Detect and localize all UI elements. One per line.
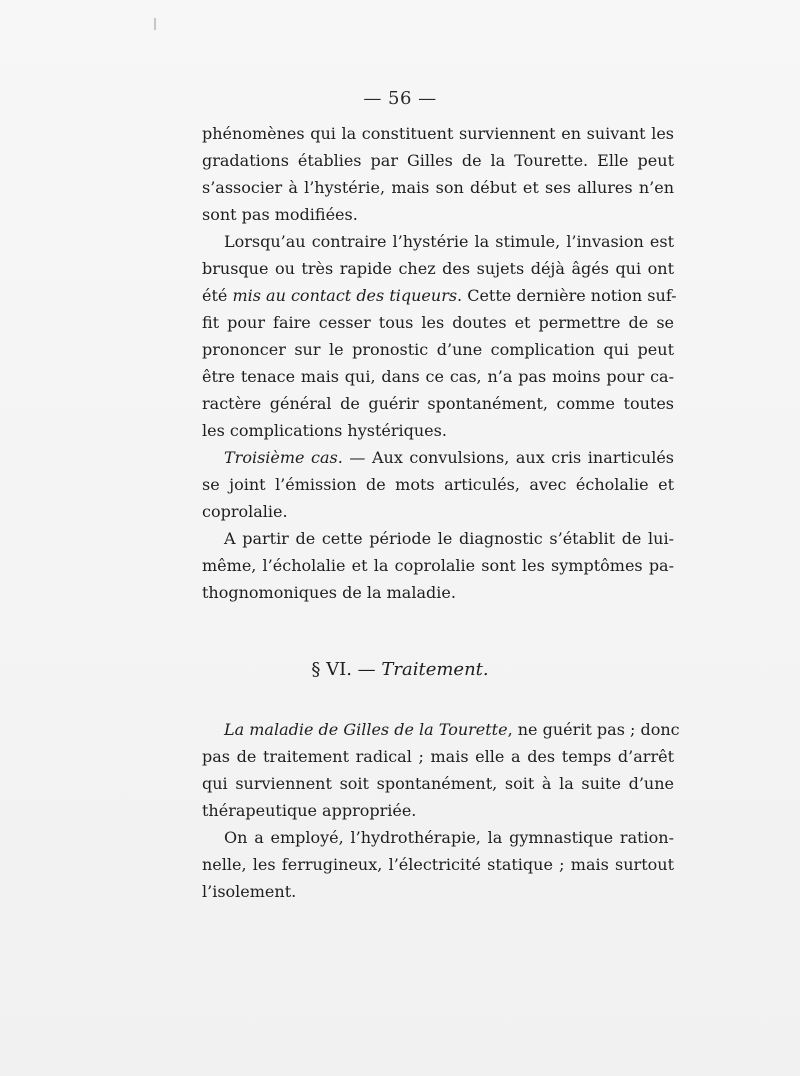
paragraph-line [202, 282, 677, 309]
emphasis-text: La maladie de Gilles de la Tourette [224, 720, 508, 739]
paragraph-line: phénomènes qui la constituent surviennent en suivant les [202, 124, 674, 143]
paragraph-line: A partir de cette période le diagnostic s’établit de lui- [224, 529, 674, 548]
paragraph-text: . Cette dernière notion suf- [457, 286, 677, 305]
paragraph-line: sont pas modifiées. [202, 205, 358, 224]
paragraph-text: été [202, 286, 233, 305]
paragraph-6 [202, 824, 674, 905]
paragraph-line: les complications hystériques. [202, 421, 447, 440]
paragraph-line: l’isolement. [202, 882, 297, 901]
paragraph-line [202, 716, 680, 743]
page-number: — 56 — [363, 88, 437, 109]
paragraph-text: — Aux convulsions, aux cris inarticulés [342, 448, 675, 467]
section-heading [0, 659, 800, 680]
page-mark [154, 18, 156, 30]
paragraph-line: brusque ou très rapide chez des sujets déjà âgés qui ont [202, 259, 674, 278]
paragraph-line [202, 444, 674, 471]
paragraph-2 [202, 228, 677, 444]
paragraph-text: , ne guérit pas ; donc [507, 720, 680, 739]
paragraph-5 [202, 716, 680, 824]
emphasis-text: mis au contact des tiqueurs [232, 286, 458, 305]
paragraph-line: se joint l’émission de mots articulés, avec écholalie et [202, 475, 674, 494]
paragraph-line: être tenace mais qui, dans ce cas, n’a pas moins pour ca- [202, 367, 674, 386]
case-label: Troisième cas. [224, 448, 343, 467]
paragraph-line: Lorsqu’au contraire l’hystérie la stimule, l’invasion est [224, 232, 674, 251]
paragraph-line: prononcer sur le pronostic d’une complication qui peut [202, 340, 674, 359]
paragraph-4 [202, 525, 674, 606]
paragraph-line: gradations établies par Gilles de la Tourette. Elle peut [202, 151, 674, 170]
paragraph-line: s’associer à l’hystérie, mais son début et ses allures n’en [202, 178, 674, 197]
paragraph-line: pas de traitement radical ; mais elle a des temps d’arrêt [202, 747, 674, 766]
paragraph-line: qui surviennent soit spontanément, soit à la suite d’une [202, 774, 674, 793]
paragraph-line: même, l’écholalie et la coprolalie sont les symptômes pa- [202, 556, 674, 575]
section-prefix: § VI. — [311, 659, 382, 680]
paragraph-line: thognomoniques de la maladie. [202, 583, 456, 602]
paragraph-line: ractère général de guérir spontanément, comme toutes [202, 394, 674, 413]
section-title-text: Traitement. [381, 659, 489, 680]
paragraph-line: nelle, les ferrugineux, l’électricité statique ; mais surtout [202, 855, 674, 874]
paragraph-line: coprolalie. [202, 502, 288, 521]
paragraph-line: fit pour faire cesser tous les doutes et permettre de se [202, 313, 674, 332]
paragraph-line: On a employé, l’hydrothérapie, la gymnastique ration- [224, 828, 674, 847]
paragraph-1 [202, 120, 674, 228]
paragraph-3 [202, 444, 674, 525]
paragraph-line: thérapeutique appropriée. [202, 801, 417, 820]
